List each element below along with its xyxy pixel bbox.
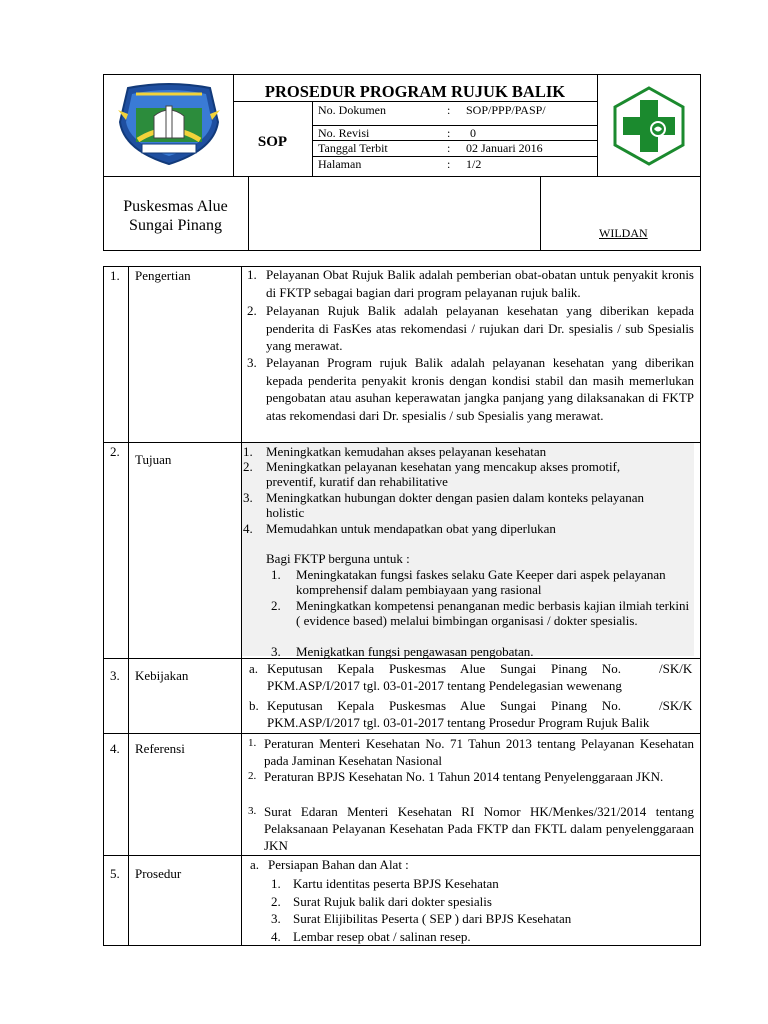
list-item: 3. Surat Elijibilitas Peserta ( SEP ) dari BPJS Kesehatan [271,911,572,926]
meta-sep: : [447,141,451,155]
meta-label-tanggal-terbit: Tanggal Terbit [318,141,388,155]
list-item: 3. Surat Edaran Menteri Kesehatan RI Nomor HK/Menkes/321/2014 tentang Pelaksanaan Pelayanan Kesehatan Pada FKTP dan FKTL dalam penyelenggaraan JKN [248,804,694,853]
puskesmas-name-line1: Puskesmas Alue [123,198,228,215]
section-title-prosedur: Prosedur [135,866,182,881]
section-title-referensi: Referensi [135,741,185,756]
meta-label-no-dokumen: No. Dokumen [318,103,386,117]
list-item: 1. Meningkatakan fungsi faskes selaku Gate Keeper dari aspek pelayanan komprehensif dalam pembiayaan yang rasional [271,567,666,598]
section-number: 1. [110,268,120,283]
list-item: 3. Pelayanan Program rujuk Balik adalah pelayanan kesehatan yang diberikan kepada penderita penyakit kronis dengan kondisi stabil dan masih memerlukan pengobatan atau asuhan keperawatan jangka panjang yang dilaksanakan di FKTP atas rekomendasi dari Dr. spesialis / sub Spesialis yang merawat. [247,355,694,423]
list-item: 1. Pelayanan Obat Rujuk Balik adalah pemberian obat-obatan untuk penyakit kronis di FKTP sebagai bagian dari program pelayanan rujuk balik. [247,267,694,300]
section-number: 3. [110,668,120,683]
sop-label: SOP [257,134,288,150]
meta-sep: : [447,103,451,117]
section-number: 2. [110,444,120,459]
meta-value-tanggal-terbit: 02 Januari 2016 [466,141,543,155]
list-item: 2. Meningkatkan kompetensi penanganan medic berbasis kajian ilmiah terkini ( evidence based) melalui bimbingan organisasi / dokter spesialis. [271,598,690,629]
list-item: 2. Pelayanan Rujuk Balik adalah pelayanan kesehatan yang diberikan kepada penderita di FasKes atas rekomendasi / rujukan dari Dr. spesialis / sub Spesialis yang merawat. [247,303,694,353]
meta-value-no-dokumen: SOP/PPP/PASP/ [466,103,546,117]
meta-value-halaman: 1/2 [466,157,482,171]
subsection-letter: a. [250,857,260,872]
list-item: 1. Peraturan Menteri Kesehatan No. 71 Tahun 2013 tentang Pelayanan Kesehatan pada Jaminan Kesehatan Nasional [248,736,694,768]
subsection-title: Persiapan Bahan dan Alat : [268,857,409,872]
list-item: 1. Kartu identitas peserta BPJS Kesehatan [271,876,499,891]
signer-name: WILDAN [599,226,648,240]
meta-sep: : [447,157,451,171]
section-title-pengertian: Pengertian [135,268,191,283]
section-number: 4. [110,741,120,756]
list-item: 2. Surat Rujuk balik dari dokter spesialis [271,894,492,909]
document-title: PROSEDUR PROGRAM RUJUK BALIK [264,82,566,101]
list-item: 3. Meningkatkan hubungan dokter dengan pasien dalam konteks pelayanan holistic [243,490,644,521]
section-title-kebijakan: Kebijakan [135,668,189,683]
puskesmas-cross-logo [612,86,686,166]
section-number: 5. [110,866,120,881]
meta-sep: : [447,126,451,140]
list-item: 2. Peraturan BPJS Kesehatan No. 1 Tahun 2014 tentang Penyelenggaraan JKN. [248,769,664,784]
list-item: 1. Meningkatkan kemudahan akses pelayanan kesehatan [243,444,547,459]
meta-label-halaman: Halaman [318,157,362,171]
meta-value-no-revisi: 0 [470,126,476,140]
regional-emblem-logo [108,80,230,168]
list-item: 2. Meningkatkan pelayanan kesehatan yang mencakup akses promotif, preventif, kuratif dan rehabilitative [243,459,621,490]
puskesmas-name-line2: Sungai Pinang [129,217,222,234]
section-title-tujuan: Tujuan [135,452,172,467]
list-item: 4. Memudahkan untuk mendapatkan obat yang diperlukan [243,521,556,536]
fktp-intro: Bagi FKTP berguna untuk : [266,551,410,566]
meta-label-no-revisi: No. Revisi [318,126,370,140]
list-item: 3. Menigkatkan fungsi pengawasan pengobatan. [271,644,534,659]
list-item: 4. Lembar resep obat / salinan resep. [271,929,471,944]
